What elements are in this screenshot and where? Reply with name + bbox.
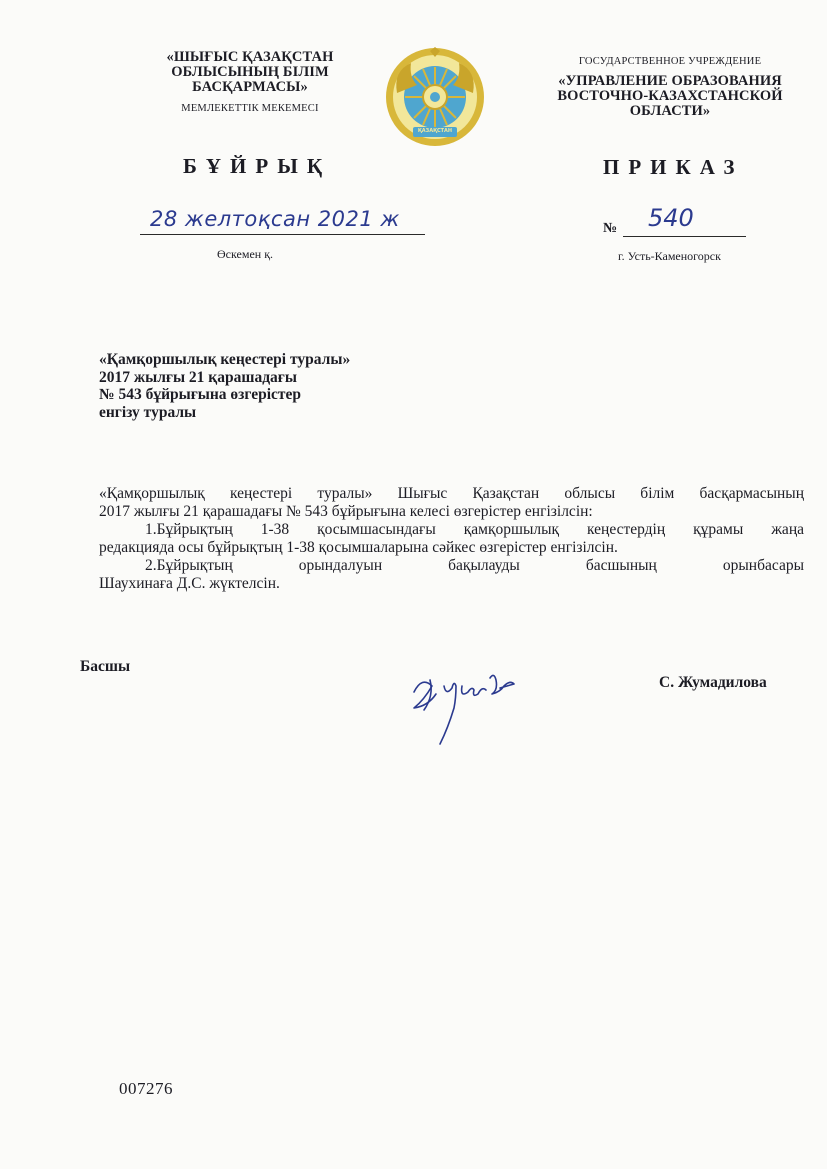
footer-serial-number: 007276 [119,1079,173,1098]
handwritten-number: 540 [648,204,694,232]
right-org-name [530,74,810,119]
right-org-type: ГОСУДАРСТВЕННОЕ УЧРЕЖДЕНИЕ [578,56,762,67]
left-org-type: МЕМЛЕКЕТТІК МЕКЕМЕСІ [181,103,319,114]
number-underline [623,236,746,237]
right-org-line: ВОСТОЧНО-КАЗАХСТАНСКОЙ [557,88,783,104]
subject-line: 2017 жылғы 21 қарашадағы [99,368,297,386]
emblem-text: ҚАЗАҚСТАН [417,128,453,134]
subject-line: № 543 бұйрығына өзгерістер [99,386,302,403]
paragraph-line: 2.Бұйрықтың орындалуын бақылауды басшының орынбасары [145,557,804,574]
signature-icon [400,660,535,755]
doc-type-kz: БҰЙРЫҚ [183,154,332,178]
state-emblem [383,45,487,149]
order-body [99,485,804,593]
city-ru: г. Усть-Каменогорск [618,249,721,263]
subject-line: енгізу туралы [99,403,197,421]
order-subject [99,351,350,421]
paragraph-line: 2017 жылғы 21 қарашадағы № 543 бұйрығына келесі өзгерістер енгізілсін: [99,503,593,520]
left-org-line: БАСҚАРМАСЫ» [192,79,308,95]
paragraph-line: «Қамқоршылық кеңестері туралы» Шығыс Қазақстан облысы білім басқармасының [99,485,804,502]
signatory-position: Басшы [80,658,131,675]
paragraph-line: Шаухинаға Д.С. жүктелсін. [99,575,280,592]
number-label: № [603,221,618,236]
date-underline [140,234,425,235]
right-org-line: «УПРАВЛЕНИЕ ОБРАЗОВАНИЯ [558,73,782,89]
right-org-line: ОБЛАСТИ» [629,103,711,119]
signatory-name: С. Жумадилова [659,674,767,691]
paragraph-line: 1.Бұйрықтың 1-38 қосымшасындағы қамқоршылық кеңестердің құрамы жаңа [145,521,804,538]
paragraph-line: редакцияда осы бұйрықтың 1-38 қосымшаларына сәйкес өзгерістер енгізілсін. [99,539,618,556]
handwritten-date: 28 желтоқсан 2021 ж [150,207,400,231]
left-org-line: «ШЫҒЫС ҚАЗАҚСТАН [166,49,334,65]
left-org-line: ОБЛЫСЫНЫҢ БІЛІМ [171,64,329,80]
handwritten-signature [400,660,535,755]
doc-type-ru: ПРИКАЗ [603,155,744,179]
subject-line: «Қамқоршылық кеңестері туралы» [99,351,351,368]
city-kz: Өскемен қ. [217,247,274,261]
left-org-name [150,50,350,95]
